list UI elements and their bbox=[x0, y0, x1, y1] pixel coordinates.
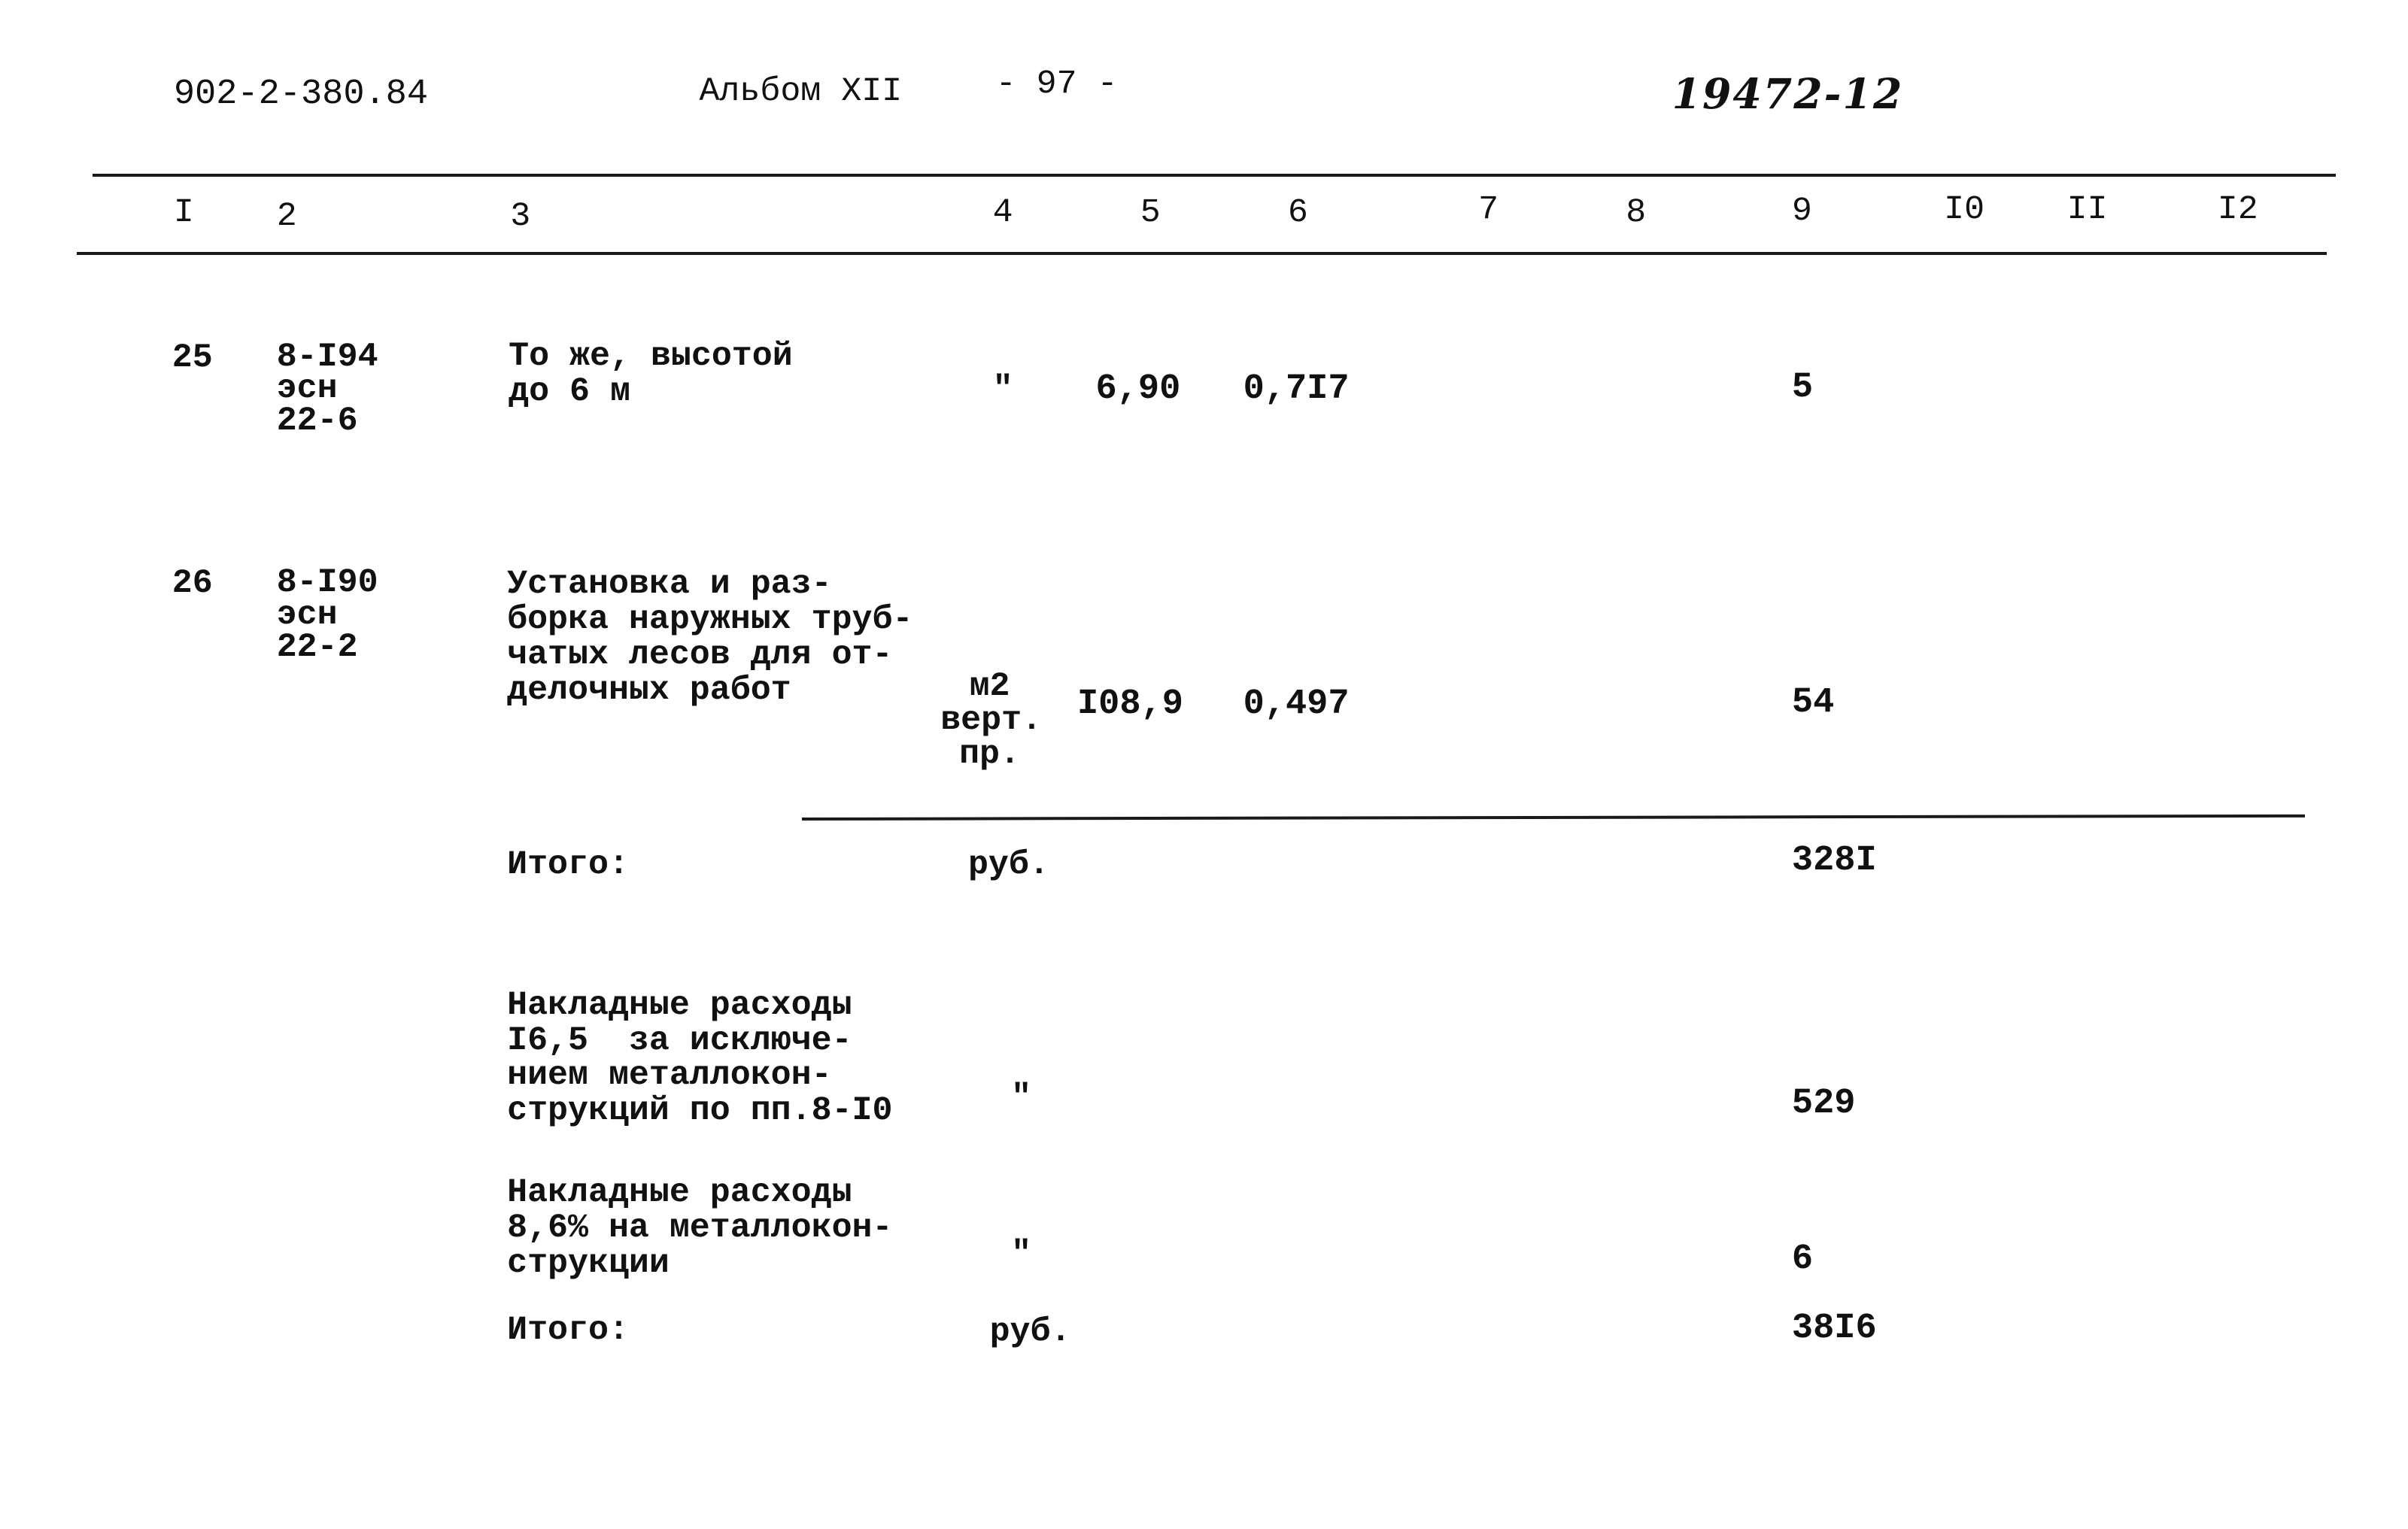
col-header-6: 6 bbox=[1287, 194, 1308, 232]
col-header-9: 9 bbox=[1791, 193, 1812, 231]
table-row-25-num: 25 bbox=[172, 338, 213, 377]
table-row-26-code: 8-I90 эсн 22-2 bbox=[276, 563, 378, 666]
summary-2-label: Накладные расходы I6,5 за исключе- нием металлокон- струкций по пп.8-I0 bbox=[507, 986, 893, 1130]
summary-4-total: 38I6 bbox=[1791, 1308, 1877, 1348]
table-row-25-code: 8-I94 эсн 22-6 bbox=[276, 338, 378, 441]
header-top-rule bbox=[93, 174, 2336, 177]
col-header-12: I2 bbox=[2217, 191, 2258, 229]
table-row-26-total: 54 bbox=[1791, 683, 1835, 724]
summary-2-unit: " bbox=[1011, 1079, 1032, 1118]
subtotal-rule bbox=[802, 815, 2305, 821]
col-header-4: 4 bbox=[992, 194, 1013, 232]
table-row-26-unit: м2 верт. пр. bbox=[940, 667, 1043, 773]
table-row-26-qty: I08,9 bbox=[1077, 684, 1183, 725]
summary-3-total: 6 bbox=[1791, 1239, 1814, 1279]
summary-4-label: Итого: bbox=[507, 1311, 629, 1349]
header-bottom-rule bbox=[77, 252, 2327, 255]
table-row-25-price: 0,7I7 bbox=[1243, 369, 1350, 410]
summary-3-label: Накладные расходы 8,6% на металлокон- струкции bbox=[507, 1173, 893, 1282]
summary-1-total: 328I bbox=[1791, 841, 1877, 881]
col-header-2: 2 bbox=[276, 197, 297, 235]
table-row-26-desc: Установка и раз- борка наружных труб- чатых лесов для от- делочных работ bbox=[507, 565, 913, 709]
table-row-25-desc: То же, высотой до 6 м bbox=[509, 338, 793, 411]
summary-1-label: Итого: bbox=[507, 845, 629, 884]
table-row-26-num: 26 bbox=[172, 564, 213, 602]
summary-1-unit: руб. bbox=[967, 845, 1049, 884]
doc-number: 902-2-380.84 bbox=[173, 74, 429, 115]
handwritten-reference: 19472-12 bbox=[1672, 70, 1904, 120]
table-row-25-qty: 6,90 bbox=[1095, 369, 1181, 410]
col-header-5: 5 bbox=[1140, 194, 1161, 232]
summary-3-unit: " bbox=[1011, 1236, 1032, 1274]
table-row-25-total: 5 bbox=[1791, 368, 1814, 408]
col-header-11: II bbox=[2066, 191, 2108, 229]
summary-4-unit: руб. bbox=[989, 1312, 1071, 1351]
table-row-25-unit: " bbox=[992, 371, 1013, 409]
summary-2-total: 529 bbox=[1791, 1084, 1856, 1124]
col-header-7: 7 bbox=[1478, 191, 1499, 229]
col-header-3: 3 bbox=[510, 197, 531, 235]
col-header-10: I0 bbox=[1944, 191, 1985, 229]
page-number: - 97 - bbox=[995, 65, 1118, 103]
col-header-1: I bbox=[173, 194, 194, 232]
table-row-26-price: 0,497 bbox=[1243, 684, 1350, 725]
album-label: Альбом XII bbox=[699, 73, 903, 111]
col-header-8: 8 bbox=[1626, 194, 1647, 232]
